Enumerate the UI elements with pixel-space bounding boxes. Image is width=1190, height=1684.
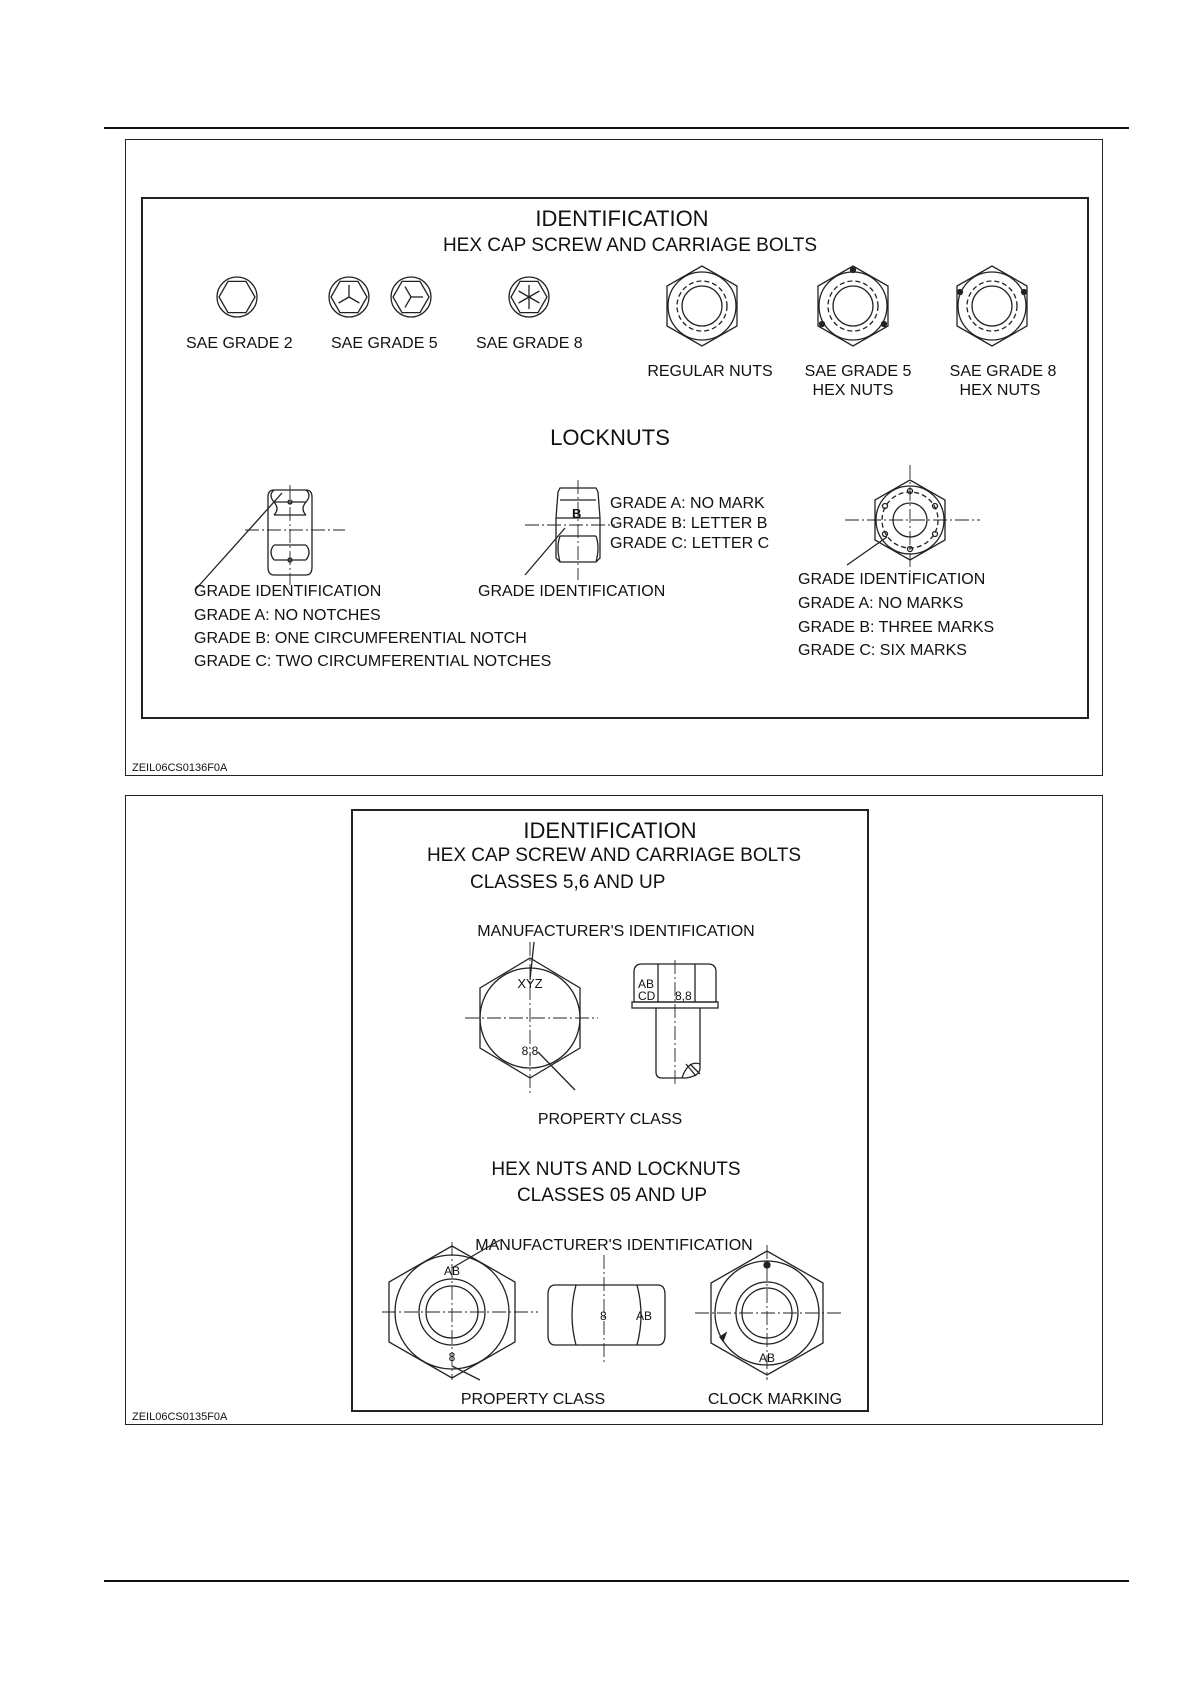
property-class-label-2: PROPERTY CLASS	[460, 1391, 606, 1408]
marked-locknut-icon	[835, 465, 985, 575]
sae-grade-8-hex-nuts-line1: SAE GRADE 8	[949, 363, 1057, 380]
sae-grade-5-icon	[327, 275, 371, 319]
side-cd-mark: CD	[638, 989, 656, 1003]
regular-nuts-label: REGULAR NUTS	[647, 363, 773, 380]
hex-nut-side-icon	[540, 1255, 670, 1365]
manufacturers-identification-label-2: MANUFACTURER'S IDENTIFICATION	[475, 1237, 753, 1254]
mark-grade-identification: GRADE IDENTIFICATION	[798, 571, 986, 588]
figure-2-code: ZEIL06CS0135F0A	[132, 1411, 228, 1423]
lettered-locknut-icon	[520, 480, 620, 580]
notch-grade-c: GRADE C: TWO CIRCUMFERENTIAL NOTCHES	[194, 653, 552, 670]
clock-marking-nut-icon	[695, 1245, 845, 1380]
property-class-label: PROPERTY CLASS	[537, 1111, 683, 1128]
figure-2-subtitle: HEX CAP SCREW AND CARRIAGE BOLTS	[426, 845, 802, 866]
figure-2-title: IDENTIFICATION	[523, 818, 697, 843]
letter-grade-c: GRADE C: LETTER C	[610, 535, 770, 552]
sae-grade-5-icon-alt	[389, 275, 433, 319]
hex-nuts-classes: CLASSES 05 AND UP	[516, 1185, 708, 1206]
figure-1-code: ZEIL06CS0136F0A	[132, 762, 228, 774]
side-class-mark: 8,8	[675, 989, 692, 1003]
notch-grade-identification: GRADE IDENTIFICATION	[194, 583, 382, 600]
cap-screw-side-icon	[630, 960, 755, 1085]
notch-grade-b: GRADE B: ONE CIRCUMFERENTIAL NOTCH	[194, 630, 527, 647]
top-rule	[104, 127, 1129, 129]
sae-grade-5-hex-nuts-line1: SAE GRADE 5	[804, 363, 912, 380]
sae-grade-8-label: SAE GRADE 8	[476, 335, 583, 352]
mark-grade-c: GRADE C: SIX MARKS	[798, 642, 967, 659]
sae-grade-8-icon	[507, 275, 551, 319]
sae-grade-2-label: SAE GRADE 2	[186, 335, 293, 352]
notched-locknut-icon	[190, 485, 360, 590]
figure-1-title: IDENTIFICATION	[535, 206, 709, 231]
bottom-rule	[104, 1580, 1129, 1582]
sae-grade-8-hex-nuts-line2: HEX NUTS	[959, 382, 1041, 399]
nut-class-mark: 8	[448, 1350, 456, 1364]
head-class-mark: 8,8	[521, 1044, 539, 1058]
figure-2-classes: CLASSES 5,6 AND UP	[470, 872, 666, 893]
clock-ab-mark: AB	[758, 1351, 776, 1365]
notch-grade-a: GRADE A: NO NOTCHES	[194, 607, 381, 624]
side-ab-mark: AB	[638, 977, 655, 991]
side-nut-class-mark: 8	[600, 1309, 607, 1323]
regular-nut-icon	[662, 261, 742, 351]
xyz-mark: XYZ	[517, 976, 543, 991]
letter-mark: B	[572, 506, 582, 521]
hex-nuts-title: HEX NUTS AND LOCKNUTS	[491, 1159, 741, 1180]
mark-grade-a: GRADE A: NO MARKS	[798, 595, 964, 612]
figure-1-subtitle: HEX CAP SCREW AND CARRIAGE BOLTS	[442, 235, 818, 256]
letter-grade-b: GRADE B: LETTER B	[610, 515, 768, 532]
clock-marking-label: CLOCK MARKING	[707, 1391, 843, 1408]
mark-grade-b: GRADE B: THREE MARKS	[798, 619, 995, 636]
sae-grade-5-label: SAE GRADE 5	[331, 335, 438, 352]
sae-grade-8-hex-nut-icon	[952, 261, 1032, 351]
locknuts-title: LOCKNUTS	[550, 425, 670, 450]
side-nut-ab-mark: AB	[636, 1309, 653, 1323]
sae-grade-5-hex-nut-icon	[813, 261, 893, 351]
nut-ab-mark: AB	[443, 1264, 461, 1278]
cap-screw-head-icon	[460, 940, 600, 1100]
letter-grade-a: GRADE A: NO MARK	[610, 495, 765, 512]
letter-grade-identification: GRADE IDENTIFICATION	[478, 583, 666, 600]
manufacturers-identification-label: MANUFACTURER'S IDENTIFICATION	[477, 923, 755, 940]
sae-grade-2-icon	[215, 275, 259, 319]
sae-grade-5-hex-nuts-line2: HEX NUTS	[812, 382, 894, 399]
hex-nut-top-icon	[380, 1240, 540, 1380]
